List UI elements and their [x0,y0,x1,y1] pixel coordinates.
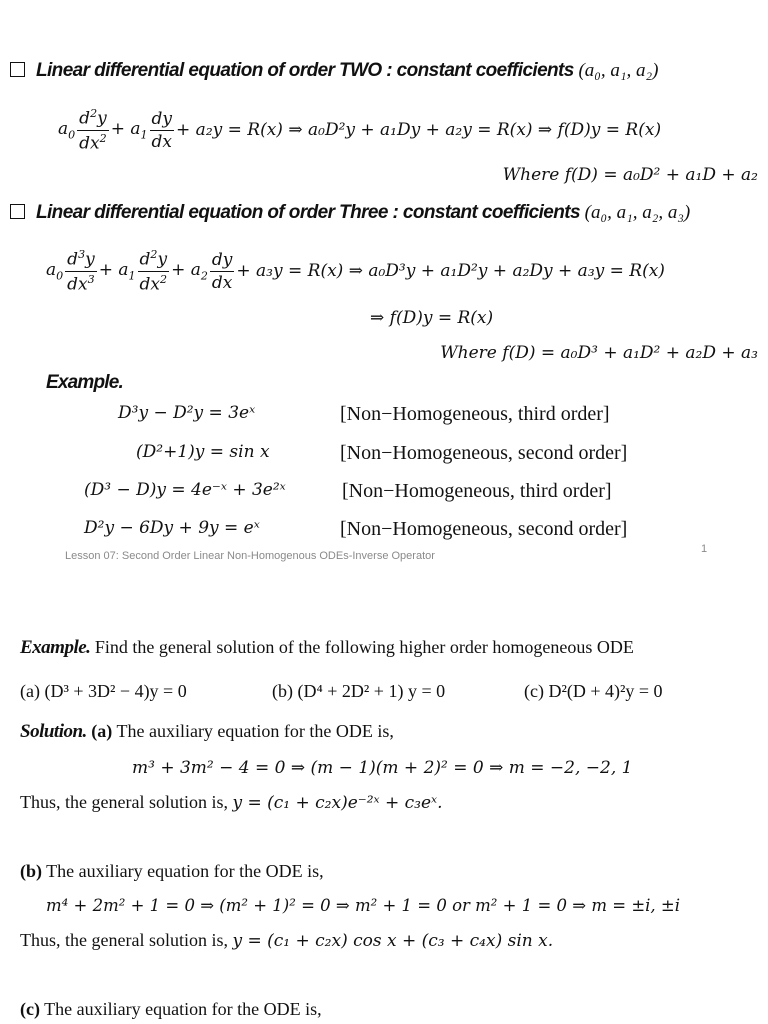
solution-a-tag: (a) [91,721,113,741]
example-equation-2: (D²+1)y = sin x [136,442,270,462]
heading-order-two-coef: (a₀, a₁, a₂) [578,60,659,81]
solution-c-text: The auxiliary equation for the ODE is, [39,999,322,1019]
solution-a-general-prefix: Thus, the general solution is, [20,792,233,812]
equation-order-three-rest: + a₃y = R(x) ⇒ a₀D³y + a₁D²y + a₂Dy + a₃y = R(x) [236,261,665,281]
solution-b-general-prefix: Thus, the general solution is, [20,930,233,950]
footer-lesson-title: Lesson 07: Second Order Linear Non-Homogenous ODEs-Inverse Operator [65,550,435,562]
example-label-1: [Non−Homogeneous, third order] [340,403,610,425]
solution-c-tag: (c) [20,999,40,1019]
example-label-slide2: Example. [20,637,91,658]
problem-part-c: (c) D²(D + 4)²y = 0 [524,681,663,701]
problem-part-a: (a) (D³ + 3D² − 4)y = 0 [20,681,187,701]
solution-b-tag: (b) [20,861,42,881]
heading-order-two [10,60,658,82]
where-order-two: Where f(D) = a₀D² + a₁D + a₂ [502,165,758,185]
solution-b-general-formula: y = (c₁ + c₂x) cos x + (c₃ + c₄x) sin x. [232,931,554,951]
example-statement-text: Find the general solution of the following higher order homogeneous ODE [90,637,634,657]
equation-order-three: $a_0$ $\frac{d^3y}{dx^3}$ + $a_1$ $\frac{d^2y}{dx^2}$ + $a_2$ $\frac{dy}{dx}$ + a₃y = R(x) ⇒ a₀D³y + a₁D²y + a₂Dy + a₃y = R(x) [46,247,665,295]
checkbox-bullet-icon [10,204,25,219]
solution-a-general-formula: y = (c₁ + c₂x)e⁻²ˣ + c₃eˣ. [232,793,443,813]
page-number: 1 [701,543,708,555]
problem-part-b: (b) (D⁴ + 2D² + 1) y = 0 [272,681,446,701]
example-label-4: [Non−Homogeneous, second order] [340,518,628,540]
solution-b-general [20,930,553,951]
solution-a-intro [20,721,394,743]
checkbox-bullet-icon [10,62,25,77]
heading-order-two-text: Linear differential equation of order TWO : constant coefficients [36,60,574,81]
example-statement [20,637,634,659]
heading-order-three-coef: (a₀, a₁, a₂, a₃) [584,202,691,223]
solution-a-auxiliary-equation: m³ + 3m² − 4 = 0 ⇒ (m − 1)(m + 2)² = 0 ⇒ m = −2, −2, 1 [132,758,633,778]
example-label-3: [Non−Homogeneous, third order] [342,480,612,502]
equation-order-two: $a_0$ $\frac{d^2y}{dx^2}$ + $a_1$ $\frac{dy}{dx}$ + a₂y = R(x) ⇒ a₀D²y + a₁Dy + a₂y = R(x) ⇒ f(D)y = R(x) [58,106,662,154]
equation-order-three-line2: ⇒ f(D)y = R(x) [370,308,494,328]
example-label-slide1: Example. [46,372,124,393]
solution-b-text: The auxiliary equation for the ODE is, [42,861,324,881]
equation-order-two-rest: + a₂y = R(x) ⇒ a₀D²y + a₁Dy + a₂y = R(x) ⇒ f(D)y = R(x) [176,120,662,140]
solution-a-text: The auxiliary equation for the ODE is, [112,721,394,741]
example-equation-3: (D³ − D)y = 4e⁻ˣ + 3e²ˣ [84,480,286,500]
solution-b-intro [20,861,324,882]
where-order-three: Where f(D) = a₀D³ + a₁D² + a₂D + a₃ [440,343,758,363]
heading-order-three-text: Linear differential equation of order Three : constant coefficients [36,202,580,223]
example-equation-4: D²y − 6Dy + 9y = eˣ [84,518,260,538]
solution-label: Solution. [20,721,87,742]
solution-b-auxiliary-equation: m⁴ + 2m² + 1 = 0 ⇒ (m² + 1)² = 0 ⇒ m² + 1 = 0 or m² + 1 = 0 ⇒ m = ±i, ±i [46,896,681,915]
example-label-2: [Non−Homogeneous, second order] [340,442,628,464]
solution-a-general [20,792,442,813]
solution-c-intro [20,999,322,1020]
example-equation-1: D³y − D²y = 3eˣ [118,403,256,423]
heading-order-three [10,202,690,224]
